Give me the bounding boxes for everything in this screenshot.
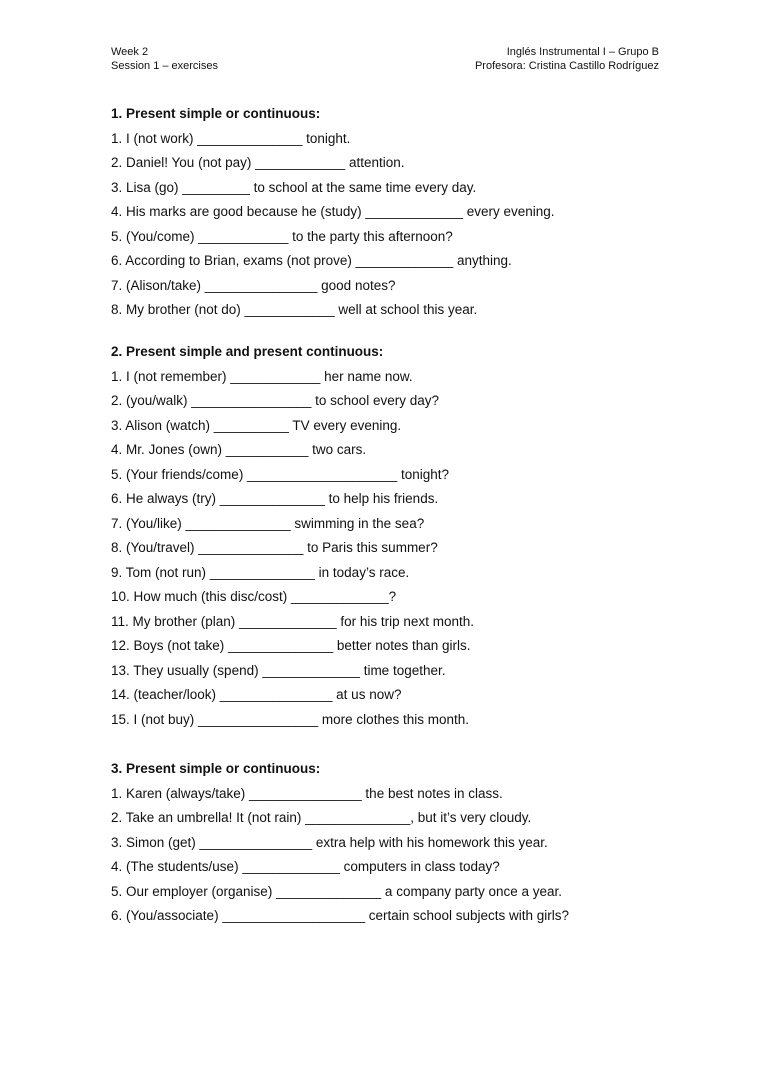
exercise-section-3 [111,757,671,929]
exercise-item: 7. (Alison/take) _______________ good notes? [111,277,396,293]
exercise-item: 14. (teacher/look) _______________ at us now? [111,687,402,702]
exercise-item: 9. Tom (not run) ______________ in today’s race. [111,564,410,580]
exercise-item: 13. They usually (spend) _____________ time together. [111,662,446,678]
exercise-item: 6. He always (try) ______________ to help his friends. [111,491,439,506]
session-label: Session 1 – exercises [111,59,218,72]
exercise-item: 1. I (not work) ______________ tonight. [111,130,351,146]
section-title: 3. Present simple or continuous: [111,761,321,776]
teacher-label: Profesora: Cristina Castillo Rodríguez [474,59,659,72]
section-title: 2. Present simple and present continuous: [111,344,384,359]
week-label: Week 2 [111,46,149,58]
section-title: 1. Present simple or continuous: [111,106,321,121]
exercise-item: 4. His marks are good because he (study) _____________ every evening. [111,204,555,219]
exercise-item: 12. Boys (not take) ______________ better notes than girls. [111,638,471,653]
exercise-item: 7. (You/like) ______________ swimming in the sea? [111,515,425,531]
exercise-item: 8. My brother (not do) ____________ well at school this year. [111,302,478,317]
exercise-item: 6. (You/associate) ___________________ certain school subjects with girls? [111,908,570,923]
exercise-item: 3. Simon (get) _______________ extra help with his homework this year. [111,834,548,850]
exercise-item: 2. Take an umbrella! It (not rain) ______________, but it’s very cloudy. [111,810,532,825]
exercise-item: 2. (you/walk) ________________ to school every day? [111,393,439,408]
exercise-section-2 [111,340,671,732]
exercise-item: 1. Karen (always/take) _______________ the best notes in class. [111,785,503,801]
header-left [111,46,218,73]
exercise-item: 5. (You/come) ____________ to the party this afternoon? [111,228,453,244]
exercise-section-1 [111,102,671,323]
exercise-item: 10. How much (this disc/cost) _____________? [111,589,397,604]
exercise-item: 4. (The students/use) _____________ computers in class today? [111,859,500,874]
exercise-item: 11. My brother (plan) _____________ for his trip next month. [111,613,474,629]
header-right [475,46,659,73]
exercise-item: 2. Daniel! You (not pay) ____________ attention. [111,155,405,170]
exercise-item: 8. (You/travel) ______________ to Paris this summer? [111,540,438,555]
exercise-item: 5. Our employer (organise) ______________ a company party once a year. [111,883,563,899]
exercise-item: 4. Mr. Jones (own) ___________ two cars. [111,442,367,457]
exercise-item: 5. (Your friends/come) ____________________ tonight? [111,466,450,482]
exercise-item: 1. I (not remember) ____________ her name now. [111,368,413,384]
exercise-item: 3. Lisa (go) _________ to school at the same time every day. [111,179,477,195]
exercise-item: 15. I (not buy) ________________ more clothes this month. [111,711,469,727]
exercise-item: 3. Alison (watch) __________ TV every evening. [111,417,402,433]
exercise-item: 6. According to Brian, exams (not prove) _____________ anything. [111,253,512,268]
course-label: Inglés Instrumental I – Grupo B [506,46,659,58]
